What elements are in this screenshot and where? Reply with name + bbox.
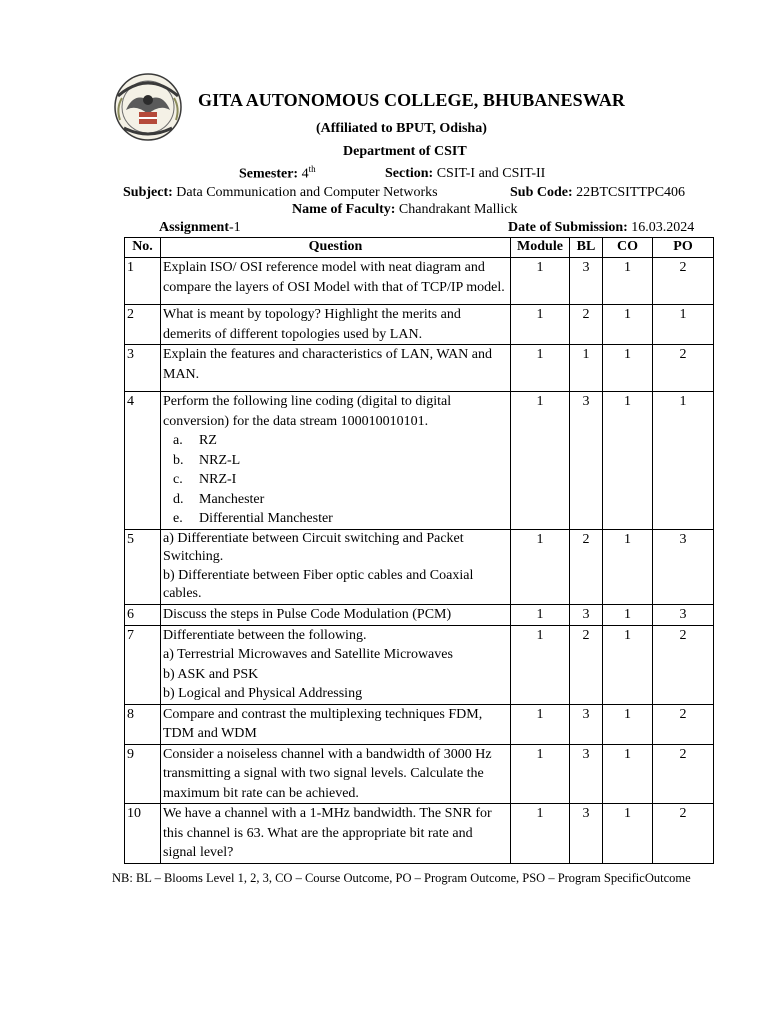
question-line: transmitting a signal with two signal levels. Calculate the — [163, 766, 484, 781]
question-line: Consider a noiseless channel with a bandwidth of 3000 Hz — [163, 746, 492, 762]
semester-label: Semester: — [239, 166, 299, 182]
row-bl: 2 — [570, 529, 603, 604]
table-row — [125, 744, 714, 804]
row-no: 2 — [125, 305, 161, 345]
table-row — [125, 258, 714, 305]
row-question — [161, 625, 511, 704]
table-header-row — [125, 238, 714, 258]
row-co: 1 — [603, 625, 653, 704]
row-no: 3 — [125, 345, 161, 392]
submission-label: Date of Submission: — [508, 220, 628, 235]
row-bl: 3 — [570, 392, 603, 530]
question-line: maximum bit rate can be achieved. — [163, 785, 359, 801]
subcode-value: 22BTCSITTPC406 — [576, 185, 686, 200]
list-item — [163, 509, 508, 529]
row-co: 1 — [603, 744, 653, 804]
row-module: 1 — [511, 744, 570, 804]
list-text: NRZ-L — [199, 452, 241, 468]
subject-value: Data Communication and Computer Networks — [176, 185, 438, 200]
section-label: Section: — [385, 166, 434, 181]
footnote: NB: BL – Blooms Level 1, 2, 3, CO – Course Outcome, PO – Program Outcome, PSO – Program SpecificOutcome — [112, 871, 691, 885]
question-line: this channel is 63. What are the appropriate bit rate and — [163, 825, 473, 841]
row-question — [161, 258, 511, 305]
row-no: 7 — [125, 625, 161, 704]
row-no: 4 — [125, 392, 161, 530]
submission-line — [508, 220, 694, 236]
list-item — [163, 490, 508, 510]
row-module: 1 — [511, 529, 570, 604]
row-module: 1 — [511, 258, 570, 305]
header-no: No. — [125, 238, 161, 258]
list-letter: c. — [173, 472, 183, 487]
question-line: conversion) for the data stream 100010010101. — [163, 413, 429, 429]
row-question — [161, 392, 511, 530]
row-question — [161, 704, 511, 744]
list-text: Differential Manchester — [199, 511, 333, 526]
table-row — [125, 392, 714, 530]
faculty-value: Chandrakant Mallick — [398, 202, 518, 217]
row-no: 1 — [125, 258, 161, 305]
row-po: 1 — [653, 305, 714, 345]
row-po: 2 — [653, 744, 714, 804]
subcode-label: Sub Code: — [510, 185, 573, 200]
row-module: 1 — [511, 345, 570, 392]
header-co: CO — [603, 238, 653, 258]
list-item — [163, 431, 508, 451]
row-po: 2 — [653, 625, 714, 704]
question-line: What is meant by topology? Highlight the merits and — [163, 307, 461, 322]
question-line: b) Differentiate between Fiber optic cables and Coaxial — [163, 567, 474, 583]
row-question — [161, 744, 511, 804]
row-bl: 3 — [570, 258, 603, 305]
question-line: compare the layers of OSI Model with that of TCP/IP model. — [163, 279, 505, 295]
list-letter: d. — [173, 491, 184, 507]
row-co: 1 — [603, 392, 653, 530]
question-line: MAN. — [163, 366, 200, 382]
row-po: 1 — [653, 392, 714, 530]
row-no: 6 — [125, 604, 161, 625]
question-line: demerits of different topologies used by LAN. — [163, 326, 423, 342]
row-no: 8 — [125, 704, 161, 744]
row-question — [161, 305, 511, 345]
row-po: 2 — [653, 345, 714, 392]
assignment-label: Assignment — [159, 220, 230, 235]
submission-value: 16.03.2024 — [631, 220, 695, 235]
table-row — [125, 305, 714, 345]
row-module: 1 — [511, 704, 570, 744]
row-po: 2 — [653, 258, 714, 305]
question-line: TDM and WDM — [163, 726, 257, 741]
header-question: Question — [161, 238, 511, 258]
row-co: 1 — [603, 345, 653, 392]
subcode-line — [510, 185, 685, 201]
header-bl: BL — [570, 238, 603, 258]
table-row — [125, 604, 714, 625]
list-letter: a. — [173, 433, 183, 448]
semester-line — [239, 164, 316, 183]
row-co: 1 — [603, 704, 653, 744]
table-row — [125, 704, 714, 744]
row-bl: 3 — [570, 704, 603, 744]
row-module: 1 — [511, 305, 570, 345]
question-line: signal level? — [163, 845, 234, 860]
list-item — [163, 470, 508, 490]
assignment-line — [159, 220, 241, 236]
row-question — [161, 345, 511, 392]
row-module: 1 — [511, 804, 570, 864]
question-line: Discuss the steps in Pulse Code Modulation (PCM) — [163, 606, 452, 622]
row-po: 2 — [653, 704, 714, 744]
question-line: Compare and contrast the multiplexing techniques FDM, — [163, 706, 483, 722]
table-row — [125, 345, 714, 392]
question-line: We have a channel with a 1-MHz bandwidth. The SNR for — [163, 806, 492, 821]
list-letter: e. — [173, 511, 183, 526]
row-bl: 1 — [570, 345, 603, 392]
row-module: 1 — [511, 604, 570, 625]
semester-value: 4 — [301, 166, 309, 182]
list-text: Manchester — [199, 491, 265, 507]
table-row — [125, 804, 714, 864]
question-line: cables. — [163, 586, 202, 601]
list-text: NRZ-I — [199, 472, 237, 487]
row-question — [161, 604, 511, 625]
assignment-value: -1 — [229, 220, 241, 235]
header-po: PO — [653, 238, 714, 258]
section-line — [385, 166, 545, 182]
question-line: Explain the features and characteristics of LAN, WAN and — [163, 347, 493, 362]
semester-sup: th — [308, 164, 316, 174]
section-value: CSIT-I and CSIT-II — [436, 166, 546, 181]
row-co: 1 — [603, 258, 653, 305]
row-bl: 3 — [570, 744, 603, 804]
row-no: 5 — [125, 529, 161, 604]
row-po: 3 — [653, 604, 714, 625]
row-module: 1 — [511, 625, 570, 704]
row-bl: 2 — [570, 625, 603, 704]
question-line: b) Logical and Physical Addressing — [163, 686, 363, 701]
faculty-label: Name of Faculty: — [292, 202, 396, 217]
question-line: b) ASK and PSK — [163, 666, 259, 682]
affiliation: (Affiliated to BPUT, Odisha) — [316, 121, 487, 136]
row-po: 3 — [653, 529, 714, 604]
subject-line — [123, 185, 438, 201]
question-line: Differentiate between the following. — [163, 627, 367, 643]
college-seal-logo — [112, 70, 184, 142]
row-no: 9 — [125, 744, 161, 804]
assignment-question-table — [124, 237, 714, 864]
row-question — [161, 804, 511, 864]
table-row — [125, 529, 714, 604]
question-line: a) Differentiate between Circuit switching and Packet — [163, 530, 464, 546]
question-line: a) Terrestrial Microwaves and Satellite Microwaves — [163, 647, 453, 662]
college-name: GITA AUTONOMOUS COLLEGE, BHUBANESWAR — [198, 90, 626, 110]
faculty-line — [292, 202, 518, 218]
subject-label: Subject: — [123, 185, 173, 200]
question-line: Explain ISO/ OSI reference model with neat diagram and — [163, 260, 485, 275]
row-co: 1 — [603, 804, 653, 864]
table-row — [125, 625, 714, 704]
row-module: 1 — [511, 392, 570, 530]
question-line: Switching. — [163, 549, 224, 564]
row-bl: 3 — [570, 804, 603, 864]
list-item — [163, 451, 508, 471]
row-question — [161, 529, 511, 604]
header-module: Module — [511, 238, 570, 258]
row-po: 2 — [653, 804, 714, 864]
department: Department of CSIT — [343, 144, 467, 159]
row-co: 1 — [603, 529, 653, 604]
list-letter: b. — [173, 452, 184, 468]
question-line: Perform the following line coding (digital to digital — [163, 394, 452, 409]
row-bl: 2 — [570, 305, 603, 345]
row-co: 1 — [603, 604, 653, 625]
list-text: RZ — [199, 433, 217, 448]
row-co: 1 — [603, 305, 653, 345]
row-no: 10 — [125, 804, 161, 864]
row-bl: 3 — [570, 604, 603, 625]
